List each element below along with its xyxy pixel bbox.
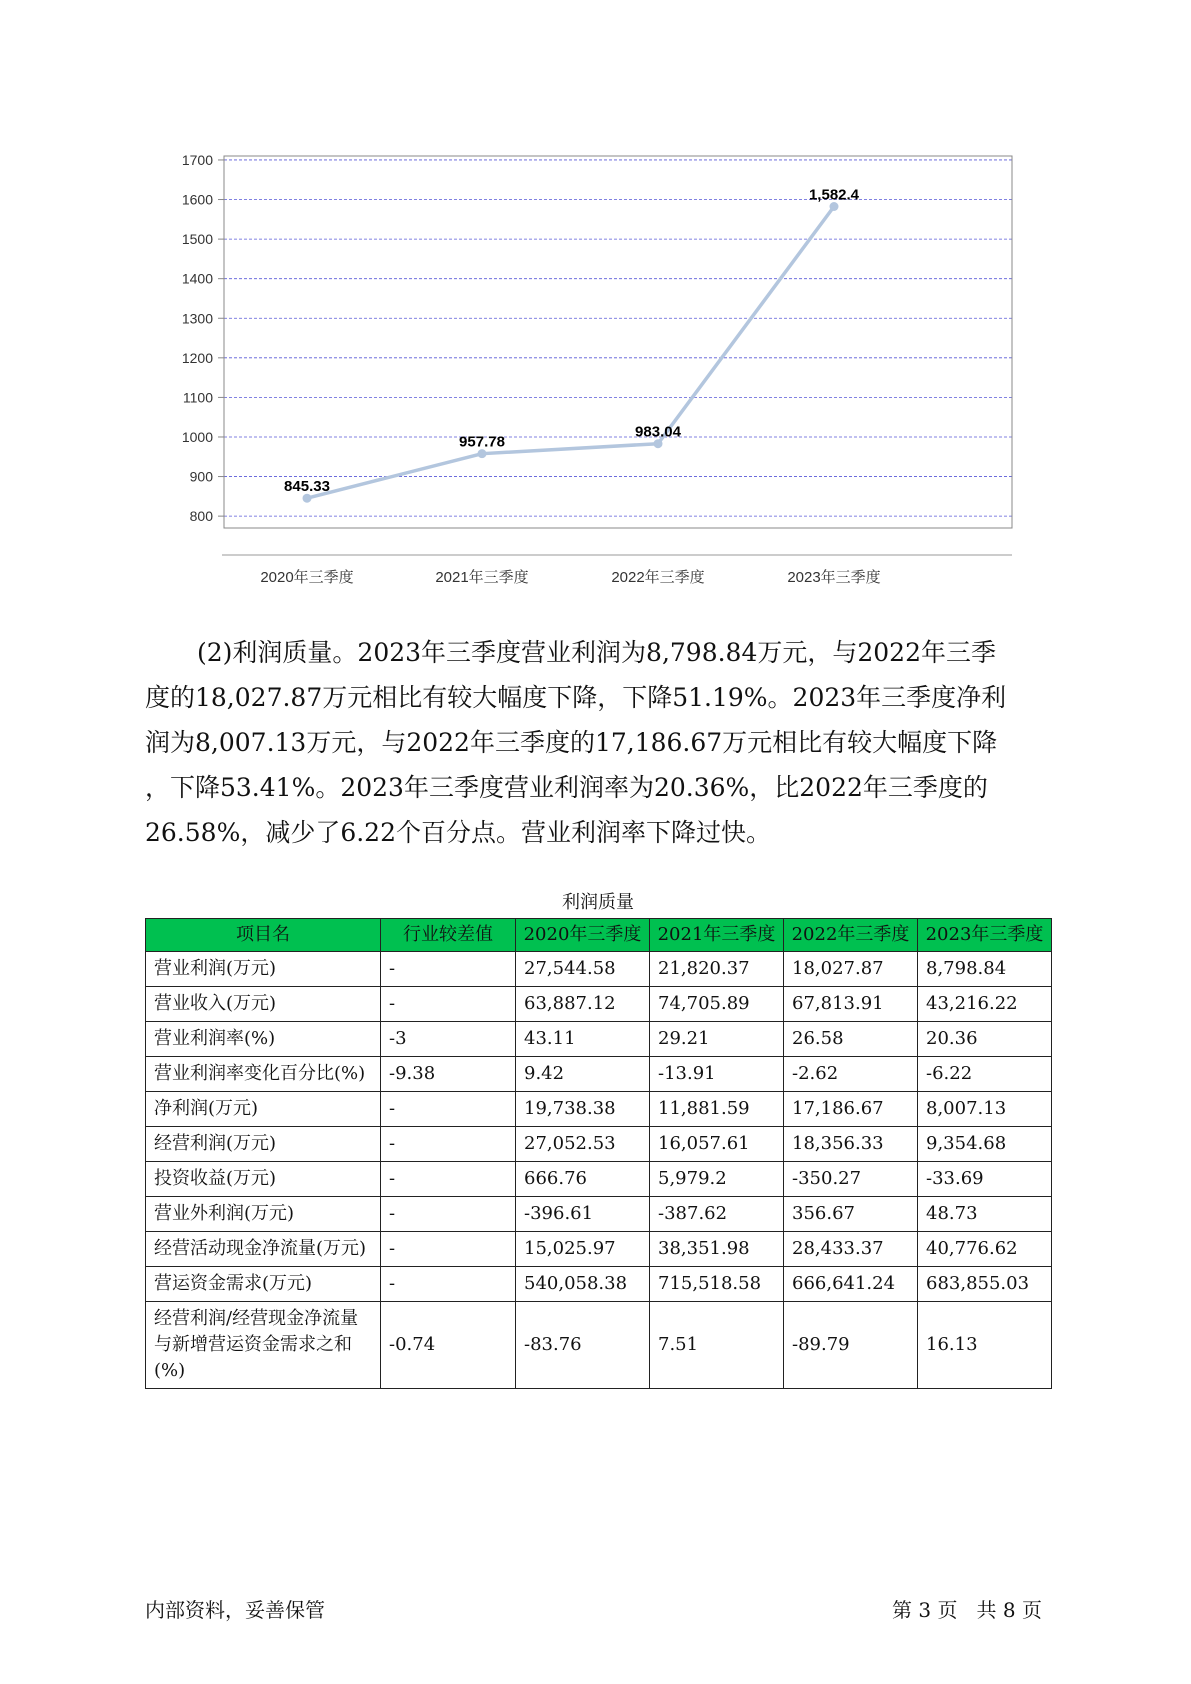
table-row [146, 1022, 1052, 1057]
value-cell: 16,057.61 [650, 1127, 784, 1162]
x-tick-label: 2023年三季度 [787, 569, 881, 586]
row-label-cell: 投资收益(万元) [146, 1162, 381, 1197]
value-cell: 17,186.67 [784, 1092, 918, 1127]
value-cell: - [381, 1127, 516, 1162]
value-cell: 8,007.13 [918, 1092, 1052, 1127]
value-cell: -6.22 [918, 1057, 1052, 1092]
value-cell: - [381, 987, 516, 1022]
value-cell: -13.91 [650, 1057, 784, 1092]
paragraph-line: (2)利润质量。2023年三季度营业利润为8,798.84万元，与2022年三季 [197, 638, 996, 667]
y-tick-label: 1200 [181, 349, 213, 366]
table-row [146, 1232, 1052, 1267]
row-label-cell: 营业利润(万元) [146, 952, 381, 987]
value-cell: 7.51 [650, 1302, 784, 1389]
value-cell: 48.73 [918, 1197, 1052, 1232]
value-cell: 27,544.58 [516, 952, 650, 987]
row-label-cell: 营业利润率(%) [146, 1022, 381, 1057]
x-tick-label: 2022年三季度 [611, 569, 705, 586]
table-row [146, 1267, 1052, 1302]
profit-quality-table [145, 918, 1052, 1389]
row-label-cell: 营运资金需求(万元) [146, 1267, 381, 1302]
value-cell: -9.38 [381, 1057, 516, 1092]
value-cell: 74,705.89 [650, 987, 784, 1022]
data-label: 957.78 [459, 433, 505, 451]
y-tick-label: 900 [189, 468, 213, 485]
data-label: 983.04 [635, 423, 681, 441]
plot-frame [224, 156, 1012, 528]
value-cell: -396.61 [516, 1197, 650, 1232]
data-label: 845.33 [284, 478, 330, 496]
paragraph-line: 26.58%，减少了6.22个百分点。营业利润率下降过快。 [145, 818, 771, 847]
header-cell: 2021年三季度 [650, 919, 784, 952]
value-cell: 666,641.24 [784, 1267, 918, 1302]
value-cell: 26.58 [784, 1022, 918, 1057]
value-cell: 540,058.38 [516, 1267, 650, 1302]
value-cell: 21,820.37 [650, 952, 784, 987]
value-cell: -83.76 [516, 1302, 650, 1389]
header-cell: 2023年三季度 [918, 919, 1052, 952]
value-cell: 16.13 [918, 1302, 1052, 1389]
value-cell: 38,351.98 [650, 1232, 784, 1267]
value-cell: 356.67 [784, 1197, 918, 1232]
paragraph-line: ，下降53.41%。2023年三季度营业利润率为20.36%，比2022年三季度的 [145, 773, 988, 802]
paragraph-line: 润为8,007.13万元，与2022年三季度的17,186.67万元相比有较大幅度下降 [145, 728, 998, 757]
x-axis-ticks [260, 568, 880, 586]
header-cell: 项目名 [146, 919, 381, 952]
data-label: 1,582.4 [808, 186, 860, 204]
row-label-cell: 经营利润/经营现金净流量与新增营运资金需求之和(%) [146, 1302, 381, 1389]
value-cell: 19,738.38 [516, 1092, 650, 1127]
value-cell: 67,813.91 [784, 987, 918, 1022]
value-cell: 9,354.68 [918, 1127, 1052, 1162]
series-line [307, 206, 834, 498]
table-row [146, 1197, 1052, 1232]
profit-quality-paragraph [145, 630, 1050, 855]
y-tick-label: 1100 [182, 389, 213, 406]
value-cell: - [381, 1267, 516, 1302]
table-row [146, 1092, 1052, 1127]
value-cell: 28,433.37 [784, 1232, 918, 1267]
y-tick-label: 800 [189, 508, 213, 525]
table-header-row [146, 919, 1052, 952]
value-cell: 715,518.58 [650, 1267, 784, 1302]
header-cell: 行业较差值 [381, 919, 516, 952]
row-label-cell: 营业收入(万元) [146, 987, 381, 1022]
value-cell: -33.69 [918, 1162, 1052, 1197]
row-label-cell: 营业利润率变化百分比(%) [146, 1057, 381, 1092]
paragraph-line: 度的18,027.87万元相比有较大幅度下降，下降51.19%。2023年三季度净利 [145, 683, 1007, 712]
chart-gridlines [224, 160, 1012, 516]
value-cell: 18,356.33 [784, 1127, 918, 1162]
value-cell: -387.62 [650, 1197, 784, 1232]
y-tick-label: 1700 [181, 151, 213, 168]
table-row [146, 952, 1052, 987]
value-cell: 43,216.22 [918, 987, 1052, 1022]
table-row [146, 1057, 1052, 1092]
value-cell: 63,887.12 [516, 987, 650, 1022]
y-tick-label: 1300 [181, 310, 213, 327]
table-row [146, 1302, 1052, 1389]
y-axis-ticks [182, 152, 224, 524]
value-cell: 9.42 [516, 1057, 650, 1092]
row-label-cell: 经营利润(万元) [146, 1127, 381, 1162]
table-row [146, 1127, 1052, 1162]
table-row [146, 1162, 1052, 1197]
table-title: 利润质量 [562, 892, 634, 913]
value-cell: -2.62 [784, 1057, 918, 1092]
value-cell: 43.11 [516, 1022, 650, 1057]
value-cell: - [381, 1197, 516, 1232]
row-label-cell: 营业外利润(万元) [146, 1197, 381, 1232]
row-label-cell: 经营活动现金净流量(万元) [146, 1232, 381, 1267]
line-chart [150, 150, 1030, 590]
y-tick-label: 1500 [181, 231, 213, 248]
value-cell: -3 [381, 1022, 516, 1057]
y-tick-label: 1000 [181, 428, 213, 445]
value-cell: 11,881.59 [650, 1092, 784, 1127]
value-cell: - [381, 1092, 516, 1127]
value-cell: 18,027.87 [784, 952, 918, 987]
value-cell: 8,798.84 [918, 952, 1052, 987]
value-cell: 683,855.03 [918, 1267, 1052, 1302]
value-cell: 27,052.53 [516, 1127, 650, 1162]
footer-confidential-note: 内部资料，妥善保管 [145, 1598, 325, 1622]
value-cell: -0.74 [381, 1302, 516, 1389]
header-cell: 2020年三季度 [516, 919, 650, 952]
table-row [146, 987, 1052, 1022]
value-cell: -89.79 [784, 1302, 918, 1389]
footer-page-number: 第 3 页 共 8 页 [892, 1598, 1042, 1622]
value-cell: 40,776.62 [918, 1232, 1052, 1267]
value-cell: 29.21 [650, 1022, 784, 1057]
row-label-cell: 净利润(万元) [146, 1092, 381, 1127]
value-cell: - [381, 1232, 516, 1267]
value-cell: 15,025.97 [516, 1232, 650, 1267]
y-tick-label: 1400 [181, 270, 213, 287]
x-tick-label: 2020年三季度 [260, 569, 354, 586]
value-cell: 666.76 [516, 1162, 650, 1197]
x-tick-label: 2021年三季度 [435, 569, 529, 586]
value-cell: -350.27 [784, 1162, 918, 1197]
value-cell: 20.36 [918, 1022, 1052, 1057]
value-cell: - [381, 1162, 516, 1197]
y-tick-label: 1600 [181, 191, 213, 208]
value-cell: - [381, 952, 516, 987]
data-points [303, 202, 839, 503]
value-cell: 5,979.2 [650, 1162, 784, 1197]
header-cell: 2022年三季度 [784, 919, 918, 952]
table-body [146, 952, 1052, 1389]
